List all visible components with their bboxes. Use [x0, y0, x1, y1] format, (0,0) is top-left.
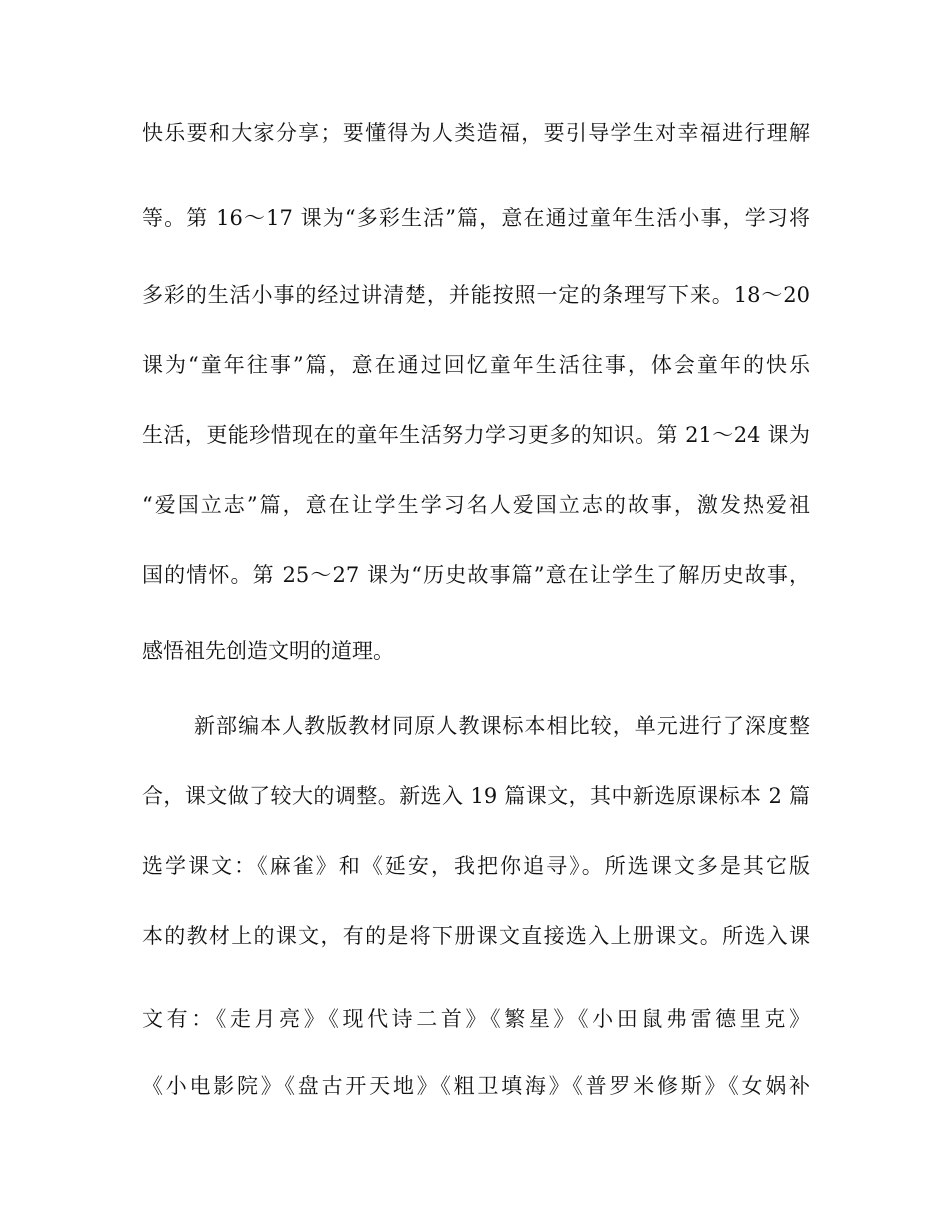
text-line: 本的教材上的课文，有的是将下册课文直接选入上册课文。所选入课	[142, 924, 810, 948]
text-line: 生活，更能珍惜现在的童年生活努力学习更多的知识。第 21～24 课为	[142, 423, 810, 447]
text-line: 等。第 16～17 课为“多彩生活”篇，意在通过童年生活小事，学习将	[142, 206, 810, 230]
text-line: 课为“童年往事”篇，意在通过回忆童年生活往事，体会童年的快乐	[142, 353, 810, 377]
text-line: 多彩的生活小事的经过讲清楚，并能按照一定的条理写下来。18～20	[142, 283, 810, 307]
text-line: 国的情怀。第 25～27 课为“历史故事篇”意在让学生了解历史故事，	[142, 563, 810, 587]
text-line: 新部编本人教版教材同原人教课标本相比较，单元进行了深度整	[194, 714, 810, 738]
text-line: 《小电影院》《盘古开天地》《粗卫填海》《普罗米修斯》《女娲补	[142, 1074, 810, 1098]
text-line: 快乐要和大家分享；要懂得为人类造福，要引导学生对幸福进行理解	[142, 121, 810, 145]
text-line: 选学课文：《麻雀》和《延安，我把你追寻》。所选课文多是其它版	[142, 854, 810, 878]
text-line: 文有：《走月亮》《现代诗二首》《繁星》《小田鼠弗雷德里克》	[142, 1007, 810, 1031]
text-line: 合，课文做了较大的调整。新选入 19 篇课文，其中新选原课标本 2 篇	[142, 784, 810, 808]
text-line: 感悟祖先创造文明的道理。	[142, 639, 394, 663]
text-line: “爱国立志”篇，意在让学生学习名人爱国立志的故事，激发热爱祖	[142, 493, 810, 517]
